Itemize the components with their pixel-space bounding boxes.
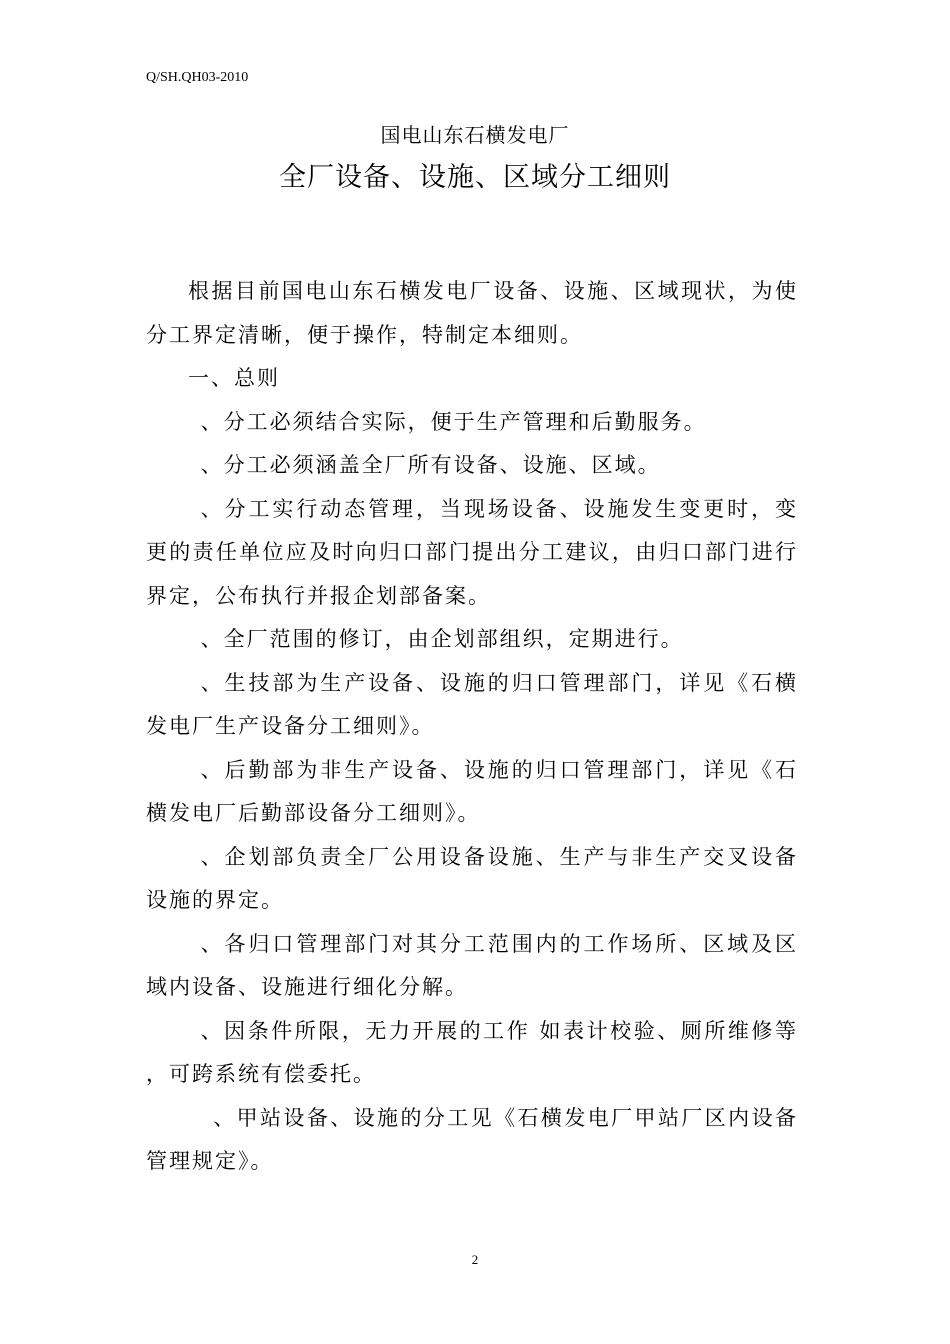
clause-paragraph: 、分工实行动态管理，当现场设备、设施发生变更时，变更的责任单位应及时向归口部门提出分工建议，由归口部门进行界定，公布执行并报企划部备案。	[146, 496, 798, 608]
organization-title: 国电山东石横发电厂	[380, 123, 570, 147]
clause-paragraph: 、生技部为生产设备、设施的归口管理部门，详见《石横发电厂生产设备分工细则》。	[146, 670, 798, 738]
clause-paragraph: 、全厂范围的修订，由企划部组织，定期进行。	[200, 627, 684, 651]
intro-paragraph: 根据目前国电山东石横发电厂设备、设施、区域现状，为使分工界定清晰，便于操作，特制定本细则。	[146, 279, 798, 347]
clause-paragraph: 、甲站设备、设施的分工见《石横发电厂甲站厂区内设备管理规定》。	[146, 1105, 798, 1173]
clause-paragraph: 、各归口管理部门对其分工范围内的工作场所、区域及区域内设备、设施进行细化分解。	[146, 931, 798, 999]
clause-paragraph: 、分工必须涵盖全厂所有设备、设施、区域。	[200, 453, 661, 477]
clause-paragraph: 、企划部负责全厂公用设备设施、生产与非生产交叉设备设施的界定。	[146, 844, 798, 912]
section-heading: 一、总则	[188, 366, 280, 390]
page-number: 2	[471, 1252, 479, 1267]
document-body	[146, 270, 798, 1184]
document-title: 全厂设备、设施、区域分工细则	[279, 162, 671, 193]
document-code: Q/SH.QH03-2010	[146, 70, 249, 85]
clause-paragraph: 、后勤部为非生产设备、设施的归口管理部门，详见《石横发电厂后勤部设备分工细则》。	[146, 757, 798, 825]
clause-paragraph: 、因条件所限，无力开展的工作 如表计校验、厕所维修等 ，可跨系统有偿委托。	[146, 1018, 798, 1086]
clause-paragraph: 、分工必须结合实际，便于生产管理和后勤服务。	[200, 409, 707, 434]
